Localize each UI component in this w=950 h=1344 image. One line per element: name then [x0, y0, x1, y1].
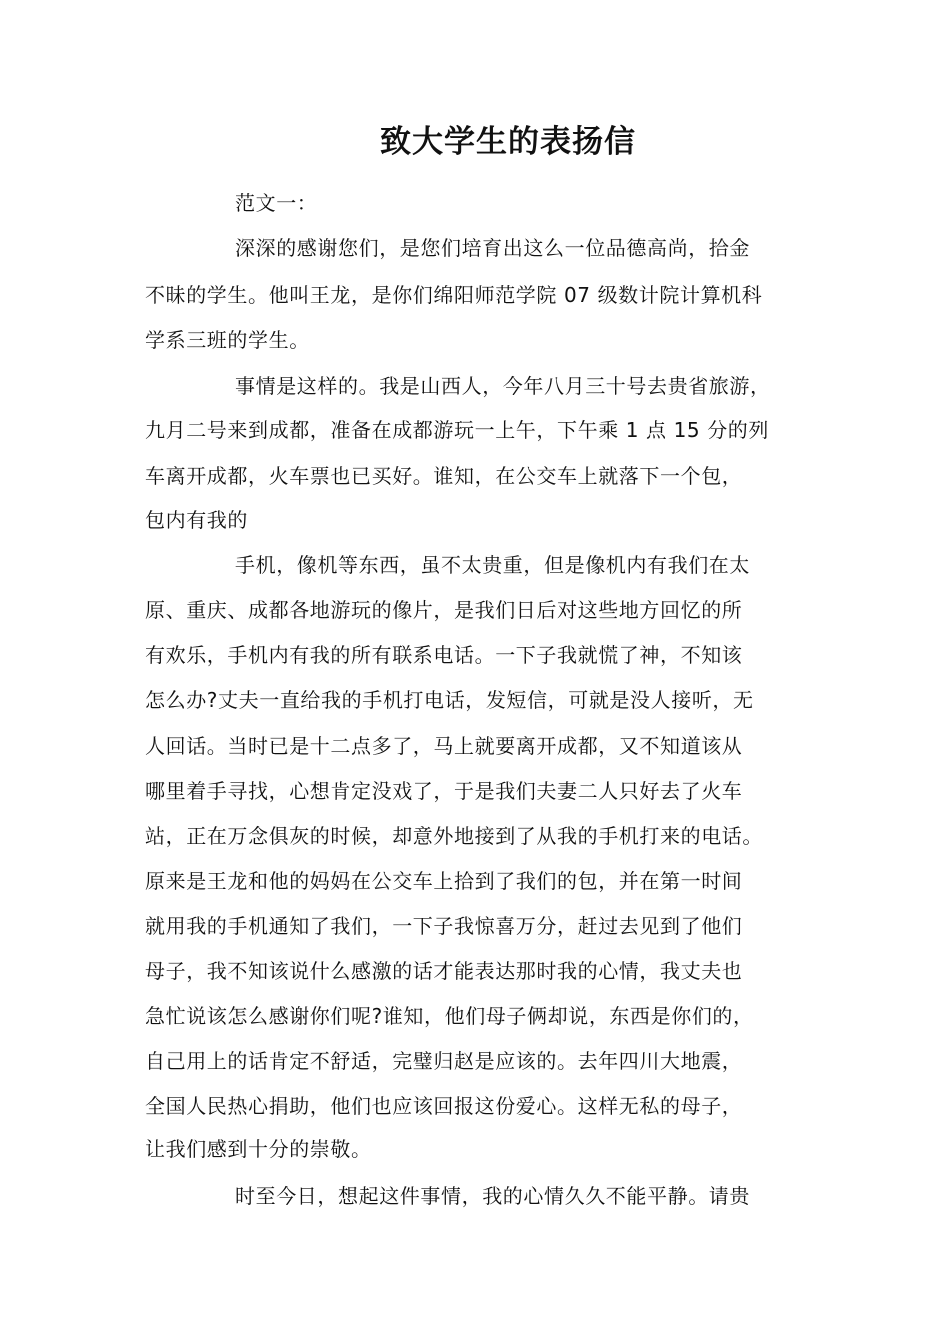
text-line: 学系三班的学生。	[145, 328, 310, 352]
text-line: 包内有我的	[145, 508, 248, 532]
text-line: 全国人民热心捐助，他们也应该回报这份爱心。这样无私的母子，	[145, 1094, 743, 1118]
text-line: 有欢乐，手机内有我的所有联系电话。一下子我就慌了神，不知该	[145, 643, 743, 667]
text-line: 哪里着手寻找，心想肯定没戏了，于是我们夫妻二人只好去了火车	[145, 779, 743, 803]
text-line: 急忙说该怎么感谢你们呢?谁知，他们母子俩却说，东西是你们的，	[145, 1004, 754, 1028]
text-line: 不昧的学生。他叫王龙，是你们绵阳师范学院 07 级数计院计算机科	[145, 283, 763, 307]
text-line: 就用我的手机通知了我们，一下子我惊喜万分，赶过去见到了他们	[145, 914, 743, 938]
text-line: 范文一：	[235, 191, 318, 215]
text-line: 母子，我不知该说什么感激的话才能表达那时我的心情，我丈夫也	[145, 959, 743, 983]
text-line: 原来是王龙和他的妈妈在公交车上拾到了我们的包，并在第一时间	[145, 869, 743, 893]
text-line: 原、重庆、成都各地游玩的像片，是我们日后对这些地方回忆的所	[145, 598, 743, 622]
text-line: 手机，像机等东西，虽不太贵重，但是像机内有我们在太	[235, 553, 750, 577]
text-line: 九月二号来到成都，准备在成都游玩一上午，下午乘 1 点 15 分的列	[145, 418, 770, 442]
text-line: 人回话。当时已是十二点多了，马上就要离开成都，又不知道该从	[145, 734, 743, 758]
text-line: 车离开成都，火车票也已买好。谁知，在公交车上就落下一个包，	[145, 464, 743, 488]
text-line: 深深的感谢您们，是您们培育出这么一位品德高尚，拾金	[235, 236, 750, 260]
text-line: 事情是这样的。我是山西人，今年八月三十号去贵省旅游，	[235, 374, 771, 398]
text-line: 怎么办?丈夫一直给我的手机打电话，发短信，可就是没人接听，无	[145, 688, 754, 712]
page-title: 致大学生的表扬信	[380, 124, 636, 160]
text-line: 站，正在万念俱灰的时候，却意外地接到了从我的手机打来的电话。	[145, 824, 763, 848]
text-line: 时至今日，想起这件事情，我的心情久久不能平静。请贵	[235, 1184, 750, 1208]
text-line: 自己用上的话肯定不舒适，完璧归赵是应该的。去年四川大地震，	[145, 1049, 743, 1073]
text-line: 让我们感到十分的崇敬。	[145, 1137, 372, 1161]
